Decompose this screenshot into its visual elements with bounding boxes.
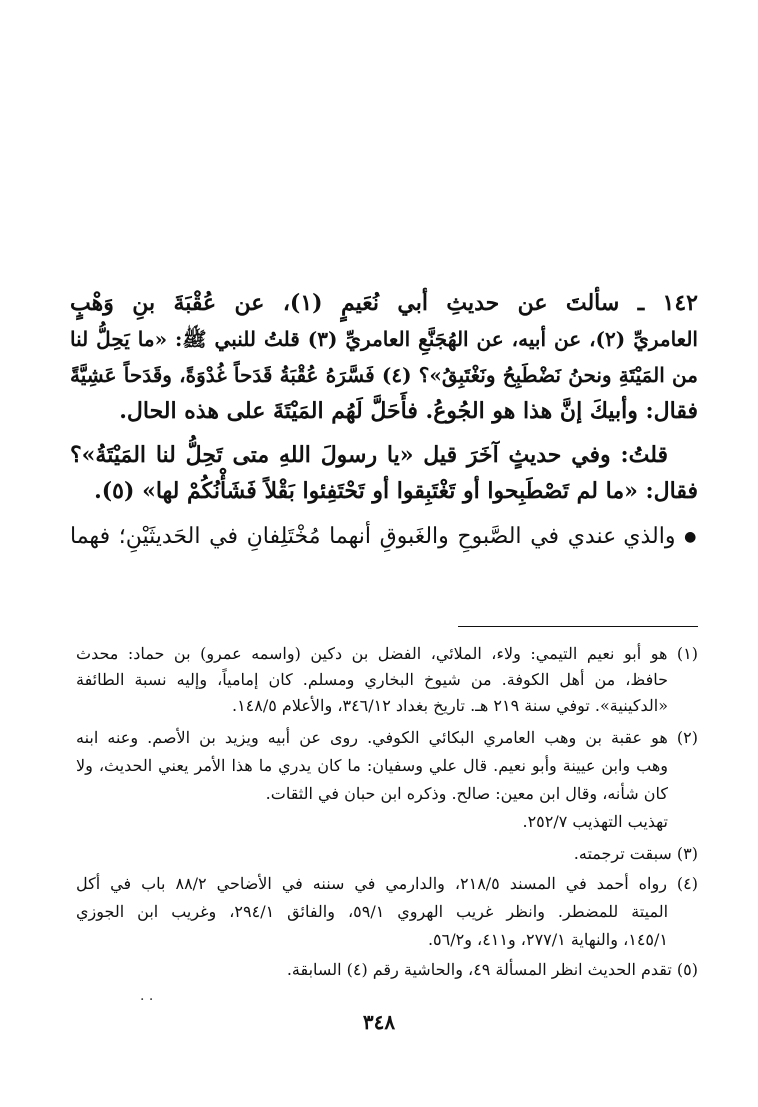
main-line-7 [70,520,698,554]
footnote-4-line-1: (٤) رواه أحمد في المسند ٢١٨/٥، والدارمي في سننه في الأضاحي ٨٨/٢ باب في أكل [76,874,699,893]
footnote-1-line-1: (١) هو أبو نعيم التيمي: ولاء، الملائي، الفضل بن دكين (واسمه عمرو) بن حماد: محدث [76,644,698,663]
main-line-6: فقال: «ما لم تَصْطَبِحوا أو تَغْتَبِقوا أو تَحْتَفِئوا بَقْلاً فَشَأْنُكُمْ لها» (٥). [94,478,698,504]
footnote-2-line-3: كان شأنه، وقال ابن معين: صالح. وذكره ابن حبان في الثقات. [265,784,668,803]
main-line-7-text: والذي عندي في الصَّبوحِ والغَبوقِ أنهما مُخْتَلِفانِ في الحَديثَيْنِ؛ فهما [70,524,676,549]
footnote-4-line-2: الميتة للمضطر. وانظر غريب الهروي ٥٩/١، والفائق ٢٩٤/١، وغريب ابن الجوزي [76,902,669,921]
main-line-1: ١٤٢ ـ سألتَ عن حديثِ أبي نُعَيمٍ (١)، عن عُقْبَةَ بنِ وَهْبٍ [70,290,698,316]
main-line-5: قلتُ: وفي حديثٍ آخَرَ قيل «يا رسولَ اللهِ متى تَحِلُّ لنا المَيْتَةُ»؟ [70,442,668,468]
footnote-2-line-1: (٢) هو عقبة بن وهب العامري البكائي الكوفي. روى عن أبيه ويزيد بن الأصم. وعنه ابنه [76,728,698,747]
footnote-1-line-3: «الدكينية». توفي سنة ٢١٩ هـ. تاريخ بغداد ٣٤٦/١٢، والأعلام ١٤٨/٥. [231,696,668,715]
main-line-2: العامريِّ (٢)، عن أبيه، عن الهُجَنَّعِ العامريِّ (٣) قلتُ للنبي ﷺ: «ما يَحِلُّ لنا [70,327,698,351]
footnote-2-line-4: تهذيب التهذيب ٢٥٢/٧. [522,812,668,831]
footnote-2-line-2: وهب وابن عيينة وأبو نعيم. قال علي وسفيان: ما كان يدري ما هذا الأمر يعني الحديث، ولا [76,756,668,775]
footnote-divider [458,626,698,627]
bullet-icon: ● [684,529,699,545]
main-line-4: فقال: وأبيكَ إنَّ هذا هو الجُوعُ. فأَحَلَّ لَهُم المَيْتَةَ على هذه الحال. [119,398,698,424]
stray-marks: · · [140,992,154,1008]
footnote-1-line-2: حافظ، من أهل الكوفة. من شيوخ البخاري ومسلم. كان إمامياً، وإليه نسبة الطائفة [76,670,668,689]
footnote-3: (٣) سبقت ترجمته. [573,844,698,863]
main-line-3: من المَيْتَةِ ونحنُ نَضْطَبِحُ ونَغْتَبِقُ»؟ (٤) فَسَّرَهُ عُقْبَةُ قَدَحاً غُدْوَةً، وقَدَحاً عَشِيَّةً [70,363,698,387]
page-number: ٣٤٨ [362,1010,396,1034]
footnote-5: (٥) تقدم الحديث انظر المسألة ٤٩، والحاشية رقم (٤) السابقة. [286,960,698,979]
footnote-4-line-3: ١٤٥/١، والنهاية ٢٧٧/١، و٤١١، و٥٦/٢. [427,930,668,949]
